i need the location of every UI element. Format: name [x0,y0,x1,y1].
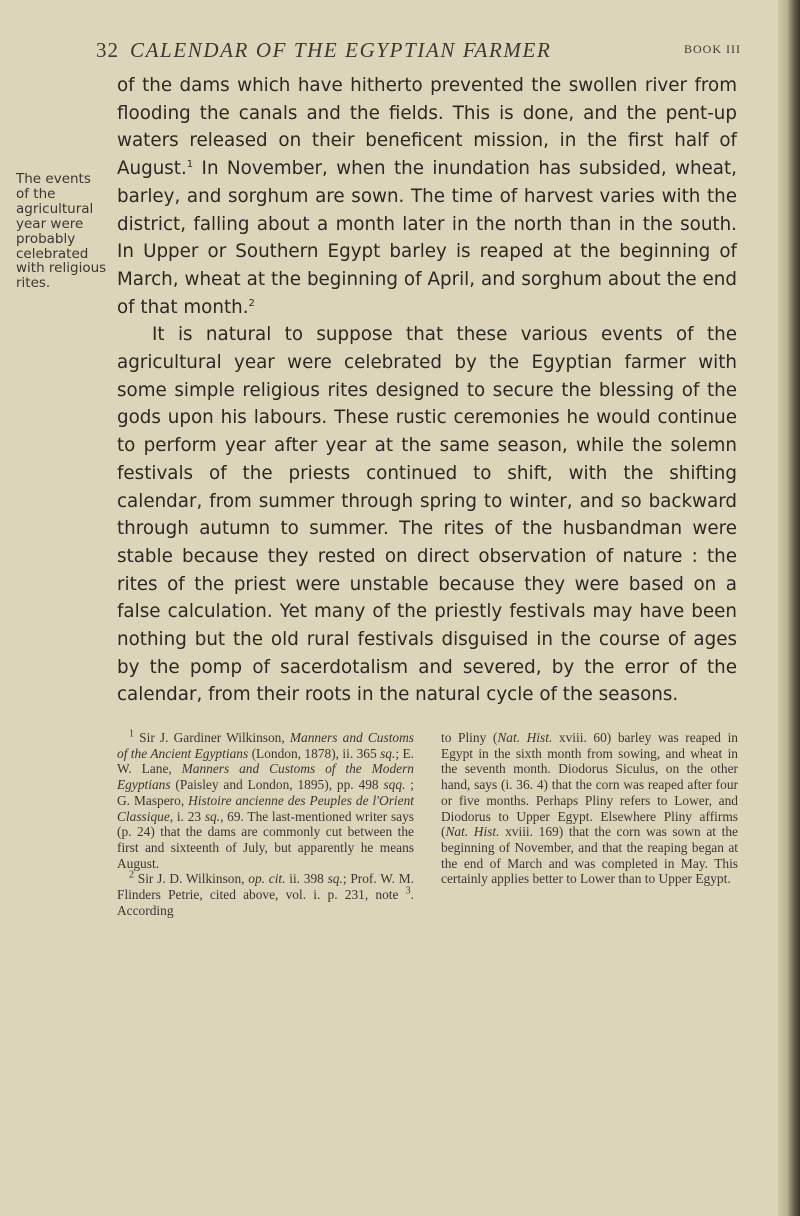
footnote-2: $^2$ Sir J. D. Wilkinson, op. cit. ii. 398 sq.; Prof. W. M. Flinders Petrie, cited above, vol. i. p. 231, note $^3$. According [117,869,414,918]
footnotes-right-column [441,730,738,887]
paragraph-2: It is natural to suppose that these various events of the agricultural year were celebrated by the Egyptian farmer with some simple religious rites designed to secure the blessing of the gods upon his labours. These rustic ceremonies he would continue to perform year after year at the same season, while the solemn festivals of the priests continued to shift, with the shifting calendar, from summer through spring to winter, and so backward through autumn to summer. The rites of the husbandman were stable because they rested on direct observation of nature : the rites of the priest were unstable because they were based on a false calculation. Yet many of the priestly festivals may have been nothing but the old rural festivals disguised in the course of ages by the pomp of sacerdotalism and severed, by the error of the calendar, from their roots in the natural cycle of the seasons. [117,324,737,706]
footnote-2-continued: to Pliny (Nat. Hist. xviii. 60) barley was reaped in Egypt in the sixth month from sowing, and wheat in the seventh month. Diodorus Siculus, on the other hand, says (i. 36. 4) that the corn was reaped after four or five months. Perhaps Pliny refers to Lower, and Diodorus to Upper Egypt. Elsewhere Pliny affirms (Nat. Hist. xviii. 169) that the corn was sown at the beginning of November, and that the reaping began at the end of March and was completed in May. This certainly applies better to Lower than to Upper Egypt. [441,730,738,887]
footnote-1: $^1$ Sir J. Gardiner Wilkinson, Manners and Customs of the Ancient Egyptians (London, 1878), ii. 365 sq.; E. W. Lane, Manners and Customs of the Modern Egyptians (Paisley and London, 1895), pp. 498 sqq. ; G. Maspero, Histoire ancienne des Peuples de l'Orient Classique, i. 23 sq., 69. The last-mentioned writer says (p. 24) that the dams are commonly cut between the first and sixteenth of July, but apparently he means August. [117,728,415,871]
page-edge-shadow [778,0,800,1216]
side-note: The events of the agricultural year were probably celebrated with religious rites. [16,171,107,292]
running-title: CALENDAR OF THE EGYPTIAN FARMER [130,38,552,62]
footnotes-left-column [117,730,414,918]
main-text [117,72,737,709]
book-label: BOOK III [684,42,741,56]
page-number: 32 [96,38,119,62]
footnote-ref-1: 1 [186,159,194,171]
paragraph-1: of the dams which have hitherto prevented the swollen river from flooding the canals and the fields. This is done, and the pent-up waters released on their beneficent mission, in the first half of August.$^1$ In November, when the inundation has subsided, wheat, barley, and sorghum are sown. The time of harvest varies with the district, falling about a month later in the north than in the south. In Upper or Southern Egypt barley is reaped at the beginning of March, wheat at the beginning of April, and sorghum about the end of that month.$^2$ [117,75,737,318]
running-header [96,38,741,62]
footnote-ref-2: 2 [248,297,255,309]
